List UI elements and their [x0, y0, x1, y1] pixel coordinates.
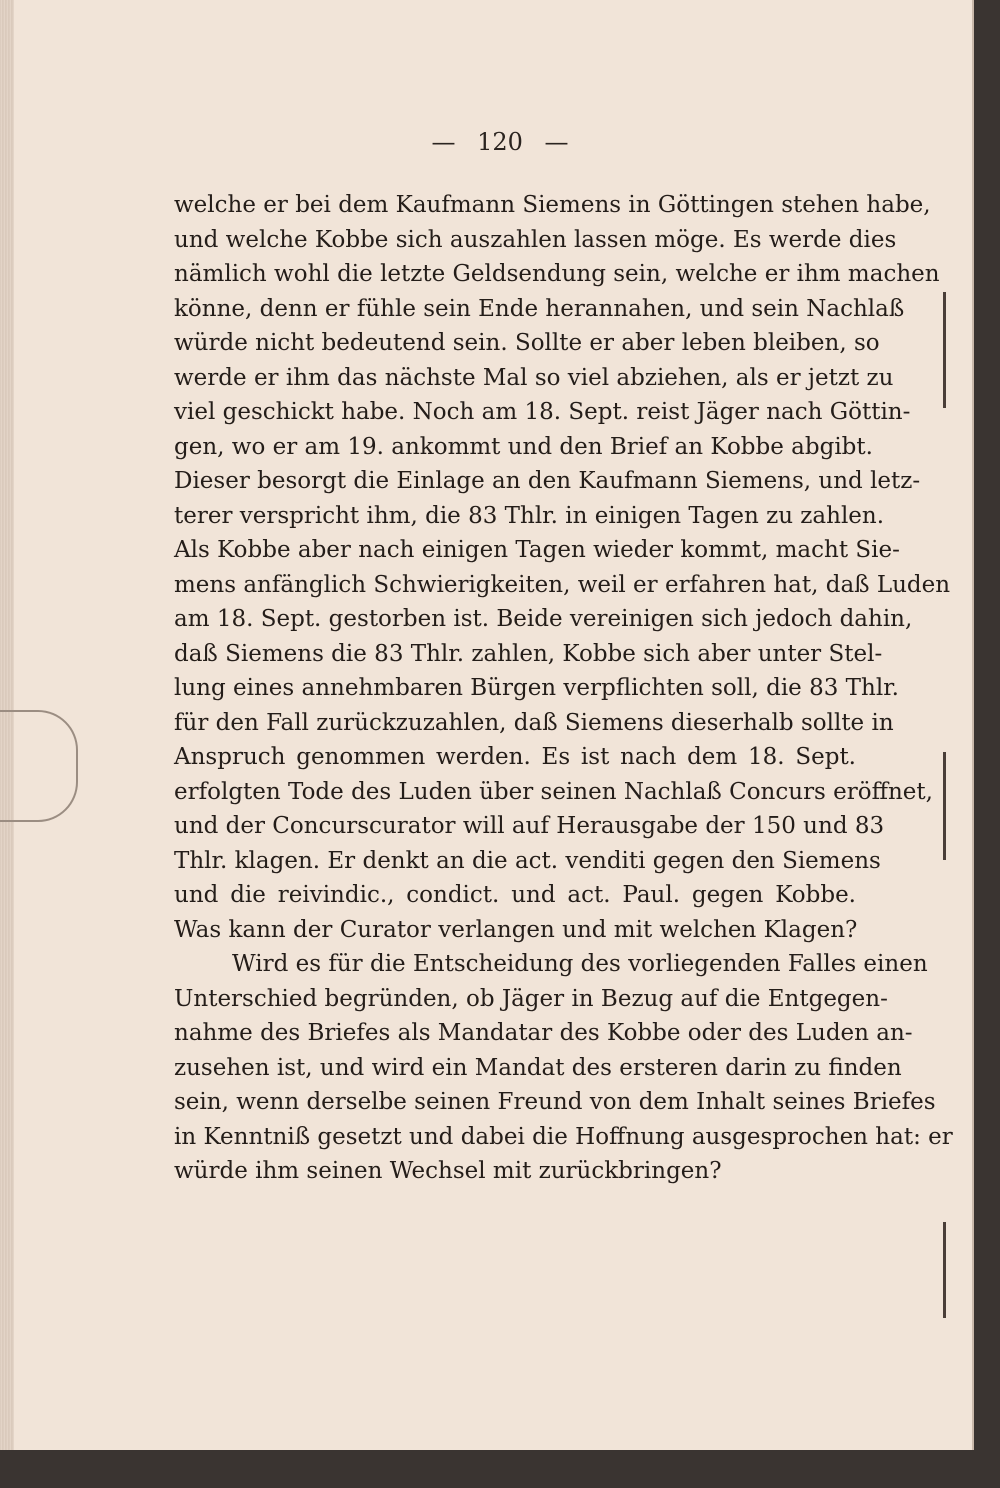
text-line: zusehen ist, und wird ein Mandat des ersteren darin zu finden — [174, 1054, 902, 1081]
text-line: erfolgten Tode des Luden über seinen Nachlaß Concurs eröffnet, — [174, 778, 933, 805]
text-line: und die reivindic., condict. und act. Paul. gegen Kobbe. — [174, 882, 856, 908]
page-number: 120 — [477, 128, 523, 156]
text-line: am 18. Sept. gestorben ist. Beide vereinigen sich jedoch dahin, — [174, 606, 913, 632]
header-dash-left: — — [431, 128, 456, 156]
text-line: Anspruch genommen werden. Es ist nach dem 18. Sept. — [174, 744, 856, 770]
text-line: und welche Kobbe sich auszahlen lassen möge. Es werde dies — [174, 226, 897, 253]
body-text — [174, 188, 953, 1189]
text-line: Wird es für die Entscheidung des vorliegenden Falles einen — [232, 951, 928, 977]
text-line: lung eines annehmbaren Bürgen verpflichten soll, die 83 Thlr. — [174, 675, 899, 701]
text-line: Unterschied begründen, ob Jäger in Bezug auf die Entgegen- — [174, 985, 888, 1012]
page-header — [0, 128, 974, 156]
text-line: werde er ihm das nächste Mal so viel abziehen, als er jetzt zu — [174, 364, 894, 391]
margin-mark — [943, 752, 946, 860]
page-clip — [0, 710, 78, 822]
text-line: nämlich wohl die letzte Geldsendung sein, welche er ihm machen — [174, 261, 940, 287]
text-line: daß Siemens die 83 Thlr. zahlen, Kobbe sich aber unter Stel- — [174, 640, 883, 667]
text-line: Thlr. klagen. Er denkt an die act. venditi gegen den Siemens — [174, 847, 881, 874]
text-line: Was kann der Curator verlangen und mit welchen Klagen? — [174, 916, 858, 943]
text-line: mens anfänglich Schwierigkeiten, weil er erfahren hat, daß Luden — [174, 571, 951, 598]
text-line: und der Concurscurator will auf Herausgabe der 150 und 83 — [174, 813, 885, 839]
text-line: könne, denn er fühle sein Ende herannahen, und sein Nachlaß — [174, 295, 905, 322]
text-line: nahme des Briefes als Mandatar des Kobbe oder des Luden an- — [174, 1020, 913, 1046]
text-line: in Kenntniß gesetzt und dabei die Hoffnung ausgesprochen hat: er — [174, 1123, 953, 1150]
text-line: viel geschickt habe. Noch am 18. Sept. reist Jäger nach Göttin- — [174, 399, 911, 425]
text-line: terer verspricht ihm, die 83 Thlr. in einigen Tagen zu zahlen. — [174, 502, 885, 529]
margin-mark — [943, 292, 946, 408]
text-line: Als Kobbe aber nach einigen Tagen wieder kommt, macht Sie- — [174, 537, 900, 563]
text-line: würde nicht bedeutend sein. Sollte er aber leben bleiben, so — [174, 330, 880, 356]
text-line: würde ihm seinen Wechsel mit zurückbringen? — [174, 1158, 722, 1184]
header-dash-right: — — [544, 128, 569, 156]
text-line: gen, wo er am 19. ankommt und den Brief an Kobbe abgibt. — [174, 433, 873, 460]
text-line: sein, wenn derselbe seinen Freund von dem Inhalt seines Briefes — [174, 1089, 936, 1115]
text-line: welche er bei dem Kaufmann Siemens in Göttingen stehen habe, — [174, 192, 931, 218]
text-line: Dieser besorgt die Einlage an den Kaufmann Siemens, und letz- — [174, 468, 921, 494]
margin-mark — [943, 1222, 946, 1318]
text-line: für den Fall zurückzuzahlen, daß Siemens dieserhalb sollte in — [174, 709, 894, 736]
